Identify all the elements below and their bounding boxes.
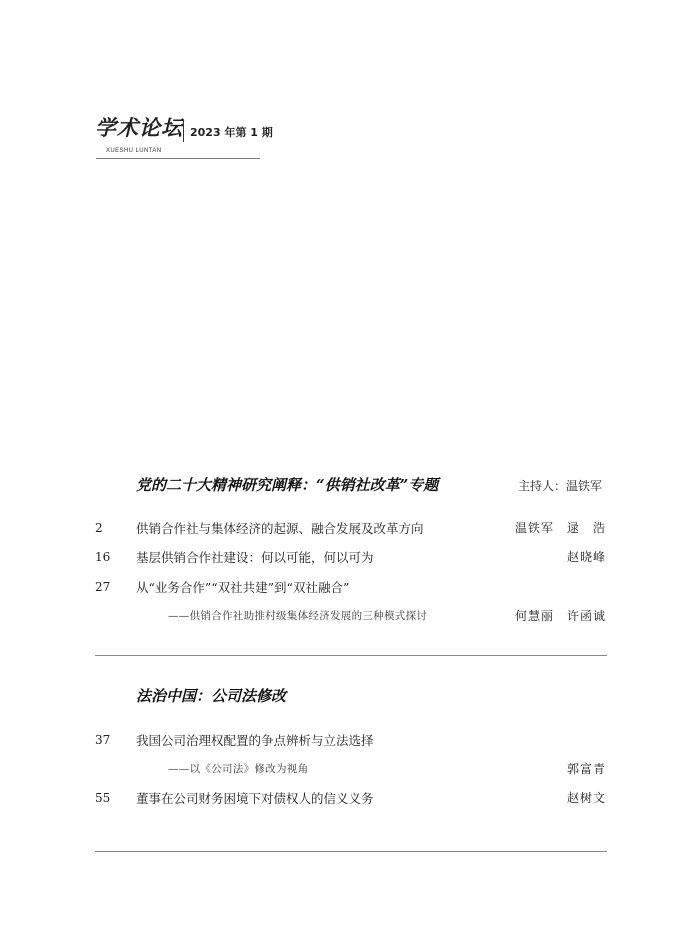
header-rule: [96, 158, 260, 159]
issue-label: 2023 年第 1 期: [190, 126, 273, 139]
article-subtitle: ——以《公司法》修改为视角: [168, 763, 309, 775]
article-title[interactable]: 从“业务合作”“双社共建”到“双社融合”: [136, 580, 350, 595]
article-title[interactable]: 基层供销合作社建设：何以可能，何以可为: [136, 550, 374, 565]
section-title: 法治中国：公司法修改: [136, 687, 287, 705]
article-authors: 郭富青: [566, 762, 606, 776]
page-number: 37: [95, 733, 111, 747]
article-title[interactable]: 董事在公司财务困境下对债权人的信义义务: [136, 791, 374, 806]
page-number: 16: [95, 550, 111, 564]
page-number: 55: [95, 791, 111, 805]
article-authors: 何慧丽 许函诚: [514, 609, 606, 623]
page-number: 2: [95, 521, 103, 535]
article-authors: 温铁军 逯 浩: [514, 521, 606, 535]
journal-logo: 学术论坛: [95, 115, 183, 140]
article-subtitle: ——供销合作社助推村级集体经济发展的三种模式探讨: [168, 610, 428, 622]
section-divider: [95, 655, 607, 656]
journal-pinyin: XUESHU LUNTAN: [106, 148, 162, 154]
page-number: 27: [95, 580, 111, 594]
article-authors: 赵晓峰: [566, 550, 606, 564]
section-divider: [95, 851, 607, 852]
article-authors: 赵树文: [566, 791, 606, 805]
logo-divider: [183, 120, 184, 142]
article-title[interactable]: 供销合作社与集体经济的起源、融合发展及改革方向: [136, 521, 424, 536]
section-host: 主持人：温铁军: [518, 479, 603, 493]
article-title[interactable]: 我国公司治理权配置的争点辨析与立法选择: [136, 733, 374, 748]
section-title: 党的二十大精神研究阐释：“供销社改革”专题: [136, 476, 439, 494]
